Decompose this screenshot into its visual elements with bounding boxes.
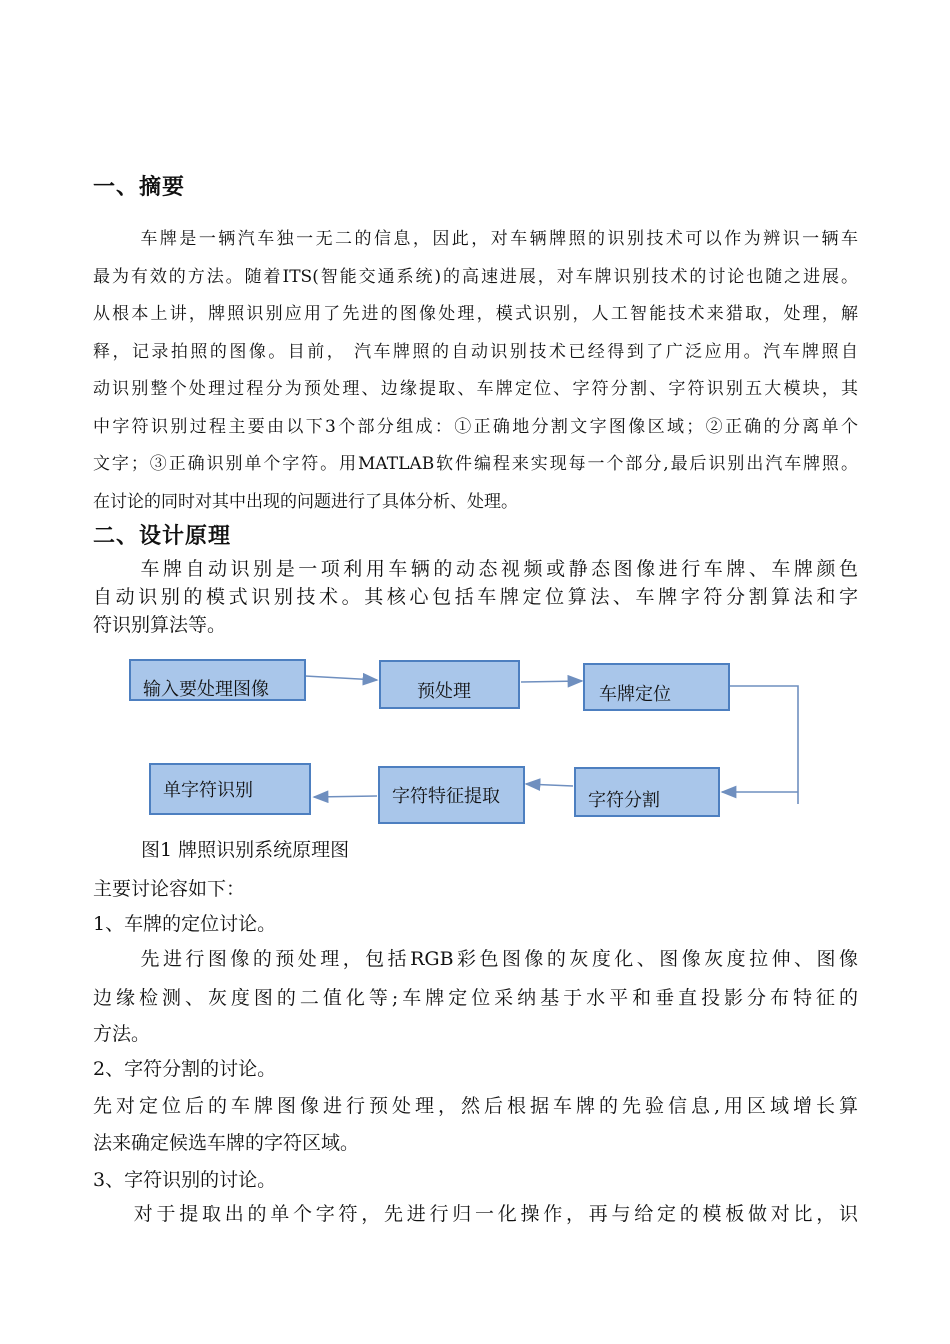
abstract-line: 释，记录拍照的图像。目前， 汽车牌照的自动识别技术已经得到了广泛应用。汽车牌照自 <box>93 342 858 362</box>
arrow-input-to-preprocess <box>305 676 377 680</box>
item1-line: 边缘检测、灰度图的二值化等;车牌定位采纳基于水平和垂直投影分布特征的 <box>93 987 858 1009</box>
principle-line: 符识别算法等。 <box>93 614 227 636</box>
item3-title: 3、字符识别的讨论。 <box>93 1169 277 1191</box>
item1-line: 方法。 <box>93 1023 151 1045</box>
abstract-line: 最为有效的方法。随着ITS(智能交通系统)的高速进展，对车牌识别技术的讨论也随之进展。 <box>93 267 858 287</box>
abstract-line: 动识别整个处理过程分为预处理、边缘提取、车牌定位、字符分割、字符识别五大模块，其 <box>93 379 858 399</box>
box-single-char-recognize: 单字符识别 <box>149 763 311 815</box>
box-plate-locate: 车牌定位 <box>583 663 730 711</box>
arrow-segment-to-feature <box>526 784 573 786</box>
abstract-line: 文字；③正确识别单个字符。用MATLAB软件编程来实现每一个部分,最后识别出汽车牌照。 <box>93 454 858 474</box>
item2-line: 法来确定候选车牌的字符区域。 <box>93 1132 360 1154</box>
box-input-image: 输入要处理图像 <box>129 659 306 701</box>
principle-line: 车牌自动识别是一项利用车辆的动态视频或静态图像进行车牌、车牌颜色 <box>137 558 858 580</box>
section-heading-design-principle: 二、设计原理 <box>93 524 232 549</box>
abstract-line: 在讨论的同时对其中出现的问题进行了具体分析、处理。 <box>93 492 518 512</box>
item3-line: 对于提取出的单个字符，先进行归一化操作，再与给定的模板做对比，识 <box>130 1203 858 1225</box>
connector-locate-to-segment <box>730 686 798 804</box>
section-heading-abstract: 一、摘要 <box>93 175 186 200</box>
box-preprocess: 预处理 <box>379 660 520 709</box>
box-char-feature: 字符特征提取 <box>378 766 525 824</box>
arrow-preprocess-to-locate <box>521 681 582 682</box>
item2-title: 2、字符分割的讨论。 <box>93 1058 277 1080</box>
item1-line: 先进行图像的预处理，包括RGB彩色图像的灰度化、图像灰度拉伸、图像 <box>137 948 858 970</box>
abstract-line: 车牌是一辆汽车独一无二的信息，因此，对车辆牌照的识别技术可以作为辨识一辆车 <box>138 229 858 249</box>
abstract-line: 中字符识别过程主要由以下3个部分组成：①正确地分割文字图像区域；②正确的分离单个 <box>93 417 858 437</box>
item1-title: 1、车牌的定位讨论。 <box>93 913 277 935</box>
principle-line: 自动识别的模式识别技术。其核心包括车牌定位算法、车牌字符分割算法和字 <box>93 586 858 608</box>
box-char-segment: 字符分割 <box>574 767 720 817</box>
abstract-line: 从根本上讲，牌照识别应用了先进的图像处理，模式识别，人工智能技术来猎取，处理，解 <box>93 304 858 324</box>
item2-line: 先对定位后的车牌图像进行预处理，然后根据车牌的先验信息,用区域增长算 <box>93 1095 858 1117</box>
arrow-feature-to-recognize <box>314 796 377 797</box>
figure-caption: 图1 牌照识别系统原理图 <box>141 839 350 861</box>
discussion-intro: 主要讨论容如下： <box>93 878 246 900</box>
